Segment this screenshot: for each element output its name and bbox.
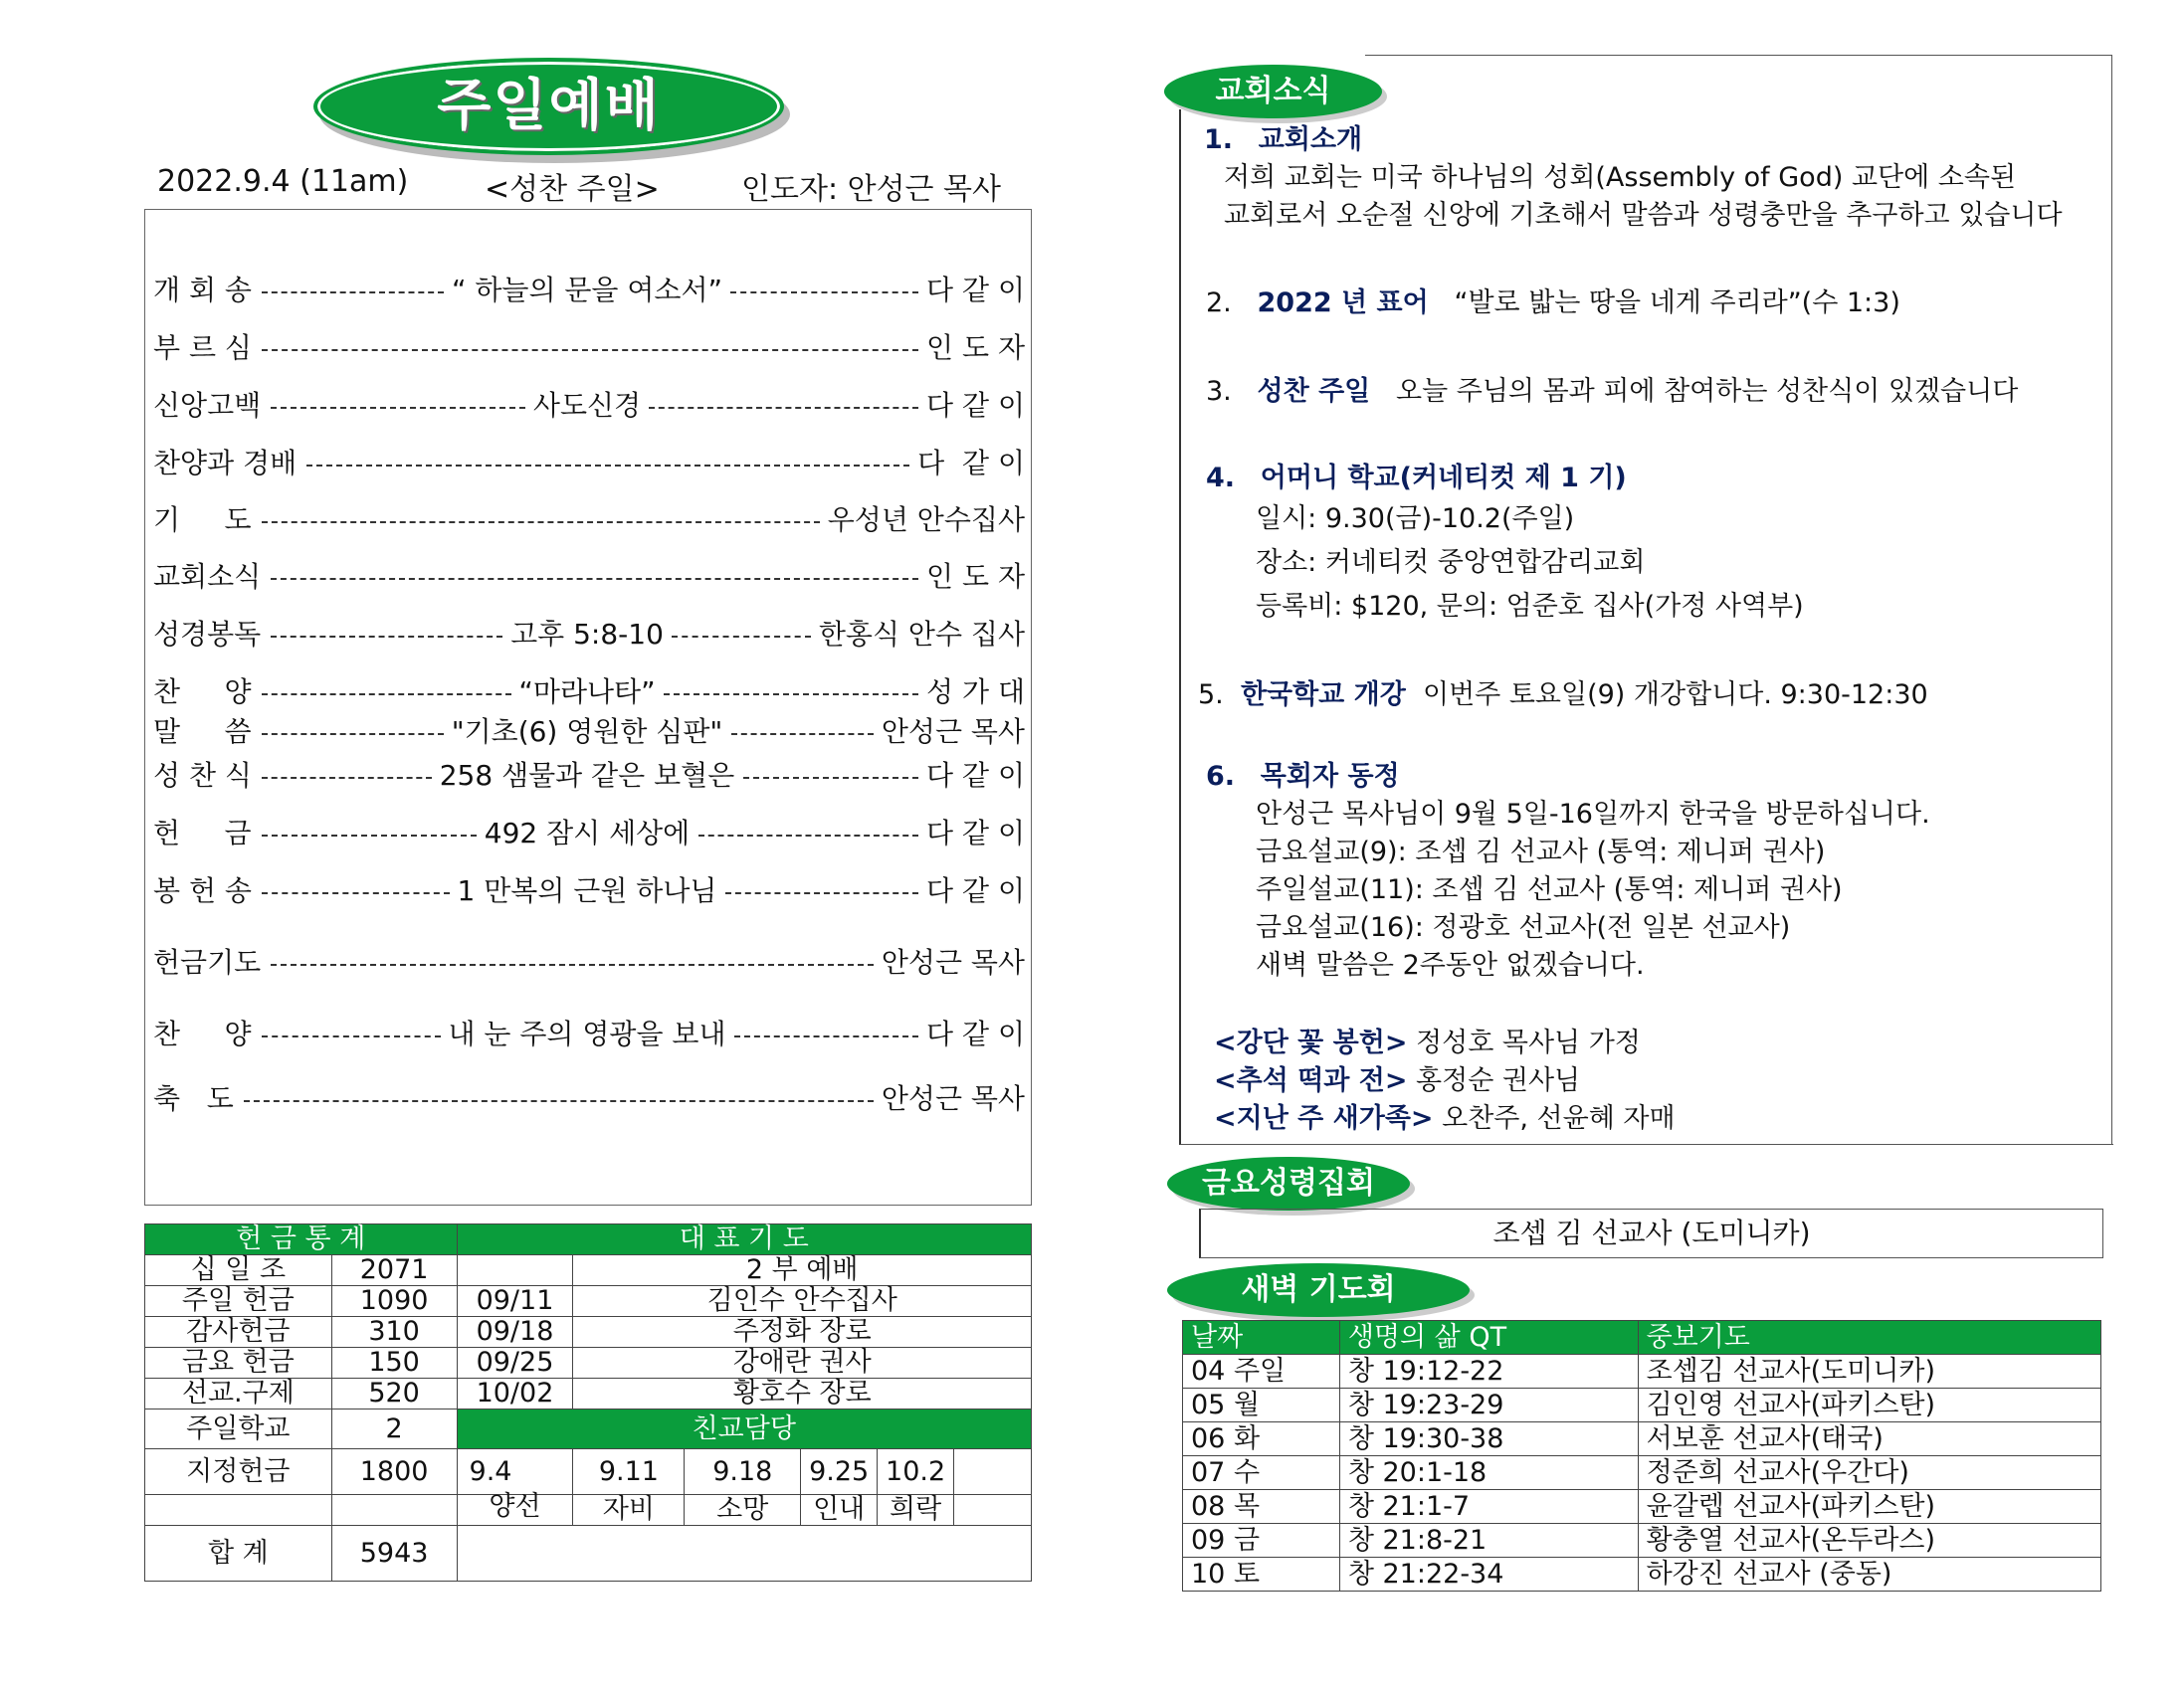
offering-amount: 1090 (331, 1286, 457, 1317)
leader-dashes (262, 892, 450, 894)
leader-dashes (262, 291, 444, 293)
news-line: 금요설교(16): 정광호 선교사(전 일본 선교사) (1256, 912, 1791, 943)
news-text: 오늘 주님의 몸과 피에 참여하는 성찬식이 있겠습니다 (1396, 376, 2019, 407)
order-person: 안성근 목사 (881, 715, 1025, 748)
order-row (149, 712, 1025, 752)
prayer-date: 10/02 (457, 1379, 573, 1409)
leader-dashes (271, 578, 918, 580)
order-row (149, 943, 1025, 983)
order-person: 안성근 목사 (881, 1082, 1025, 1115)
offering-amount: 1800 (331, 1449, 457, 1495)
news-line: 교회로서 오순절 신앙에 기초해서 말씀과 성령충만을 추구하고 있습니다 (1224, 200, 2063, 231)
order-person: 다 같 이 (926, 1018, 1025, 1050)
order-row (149, 557, 1025, 597)
total-label: 합 계 (145, 1526, 332, 1582)
news-line: 금요설교(9): 조셉 김 선교사 (통역: 제니퍼 권사) (1256, 837, 1826, 867)
dawn-day: 04 주일 (1183, 1355, 1340, 1389)
friday-speaker: 조셉 김 선교사 (도미니카) (1199, 1209, 2103, 1258)
leader-dashes (698, 835, 919, 837)
news-line: 일시: 9.30(금)-10.2(주일) (1256, 503, 1575, 534)
leader-dashes (271, 407, 525, 409)
news-text: “발로 밟는 땅을 네게 주리라”(수 1:3) (1454, 287, 1900, 318)
fellowship-group: 자비 (573, 1495, 685, 1526)
order-row (149, 444, 1025, 483)
order-row (149, 500, 1025, 540)
news-num: 2. (1206, 287, 1232, 318)
leader-dashes (664, 693, 919, 695)
leader-dashes (743, 777, 919, 779)
order-row (149, 328, 1025, 368)
order-label: 개 회 송 (153, 274, 252, 306)
dawn-qt: 창 19:23-29 (1339, 1389, 1638, 1422)
news-notes (1214, 1025, 2089, 1138)
dawn-day: 07 수 (1183, 1456, 1340, 1490)
news-line: 주일설교(11): 조셉 김 선교사 (통역: 제니퍼 권사) (1256, 874, 1843, 905)
news-line: 새벽 말씀은 2주동안 없겠습니다. (1256, 950, 1645, 981)
offering-amount: 310 (331, 1317, 457, 1348)
offering-header: 헌 금 통 계 (145, 1224, 458, 1255)
fellowship-group: 인내 (801, 1495, 878, 1526)
news-title-pill (1164, 65, 1382, 118)
service-leader: 인도자: 안성근 목사 (741, 172, 1002, 207)
dawn-day: 08 목 (1183, 1490, 1340, 1524)
prayer-service: 2 부 예배 (573, 1255, 1032, 1286)
prayer-name: 김인수 안수집사 (573, 1286, 1032, 1317)
fellowship-empty (954, 1495, 1032, 1526)
dawn-intercession: 윤갈렙 선교사(파키스탄) (1638, 1490, 2100, 1524)
dawn-intercession: 김인영 선교사(파키스탄) (1638, 1389, 2100, 1422)
dawn-intercession: 하강진 선교사 (중동) (1638, 1558, 2100, 1592)
leader-dashes (262, 349, 918, 351)
order-row (149, 1079, 1025, 1119)
service-theme: <성찬 주일> (485, 172, 660, 207)
news-num: 5. (1198, 679, 1224, 710)
offering-name: 십 일 조 (145, 1255, 332, 1286)
fellowship-date: 9.25 (801, 1449, 878, 1495)
note-text: 오찬주, 선윤혜 자매 (1433, 1103, 1676, 1134)
dawn-day: 06 화 (1183, 1422, 1340, 1456)
news-head: 목회자 동정 (1260, 761, 1400, 792)
order-label: 봉 헌 송 (153, 874, 252, 907)
note-head: <추석 떡과 전> (1214, 1065, 1408, 1096)
dawn-title-pill (1167, 1263, 1470, 1317)
order-row (149, 756, 1025, 796)
prayer-date: 09/25 (457, 1348, 573, 1379)
order-label: 헌금기도 (153, 946, 262, 979)
offering-name: 선교.구제 (145, 1379, 332, 1409)
note-head: <강단 꽃 봉헌> (1214, 1028, 1408, 1058)
news-item-1 (1204, 121, 2099, 235)
news-line: 장소: 커네티컷 중앙연합감리교회 (1256, 547, 1646, 578)
news-line: 등록비: $120, 문의: 엄준호 집사(가정 사역부) (1256, 591, 1804, 622)
order-row (149, 615, 1025, 655)
leader-dashes (262, 835, 477, 837)
order-item: 258 샘물과 같은 보혈은 (439, 759, 735, 792)
page-title: 주일예배 (437, 74, 661, 138)
leader-dashes (262, 693, 511, 695)
dawn-qt: 창 21:22-34 (1339, 1558, 1638, 1592)
prayer-header: 대 표 기 도 (457, 1224, 1031, 1255)
order-person: 우성년 안수집사 (827, 503, 1025, 536)
total-empty (457, 1526, 1031, 1582)
dawn-title: 새벽 기도회 (1241, 1272, 1396, 1307)
prayer-name: 강애란 권사 (573, 1348, 1032, 1379)
fellowship-header: 친교담당 (457, 1409, 1031, 1449)
dawn-intercession: 조셉김 선교사(도미니카) (1638, 1355, 2100, 1389)
dawn-header: 생명의 삶 QT (1339, 1321, 1638, 1355)
leader-dashes (731, 733, 875, 735)
news-num: 3. (1206, 376, 1232, 407)
fellowship-date: 9.18 (685, 1449, 801, 1495)
offering-name: 주일학교 (145, 1409, 332, 1449)
offering-amount: 2071 (331, 1255, 457, 1286)
leader-dashes (734, 1035, 919, 1037)
dawn-intercession: 서보훈 선교사(태국) (1638, 1422, 2100, 1456)
main-title-banner (313, 58, 784, 155)
order-item: “마라나타” (518, 675, 656, 708)
service-date: 2022.9.4 (11am) (157, 164, 409, 199)
order-label: 헌 금 (153, 817, 252, 849)
order-person: 다 같 이 (926, 274, 1025, 306)
order-label: 찬양과 경배 (153, 447, 298, 479)
dawn-qt: 창 19:12-22 (1339, 1355, 1638, 1389)
order-item: “ 하늘의 문을 여소서” (451, 274, 723, 306)
friday-title-pill (1167, 1157, 1410, 1211)
dawn-day: 10 토 (1183, 1558, 1340, 1592)
fellowship-group: 양선 (457, 1495, 573, 1526)
dawn-table (1182, 1320, 2101, 1592)
news-item-4 (1206, 460, 2101, 629)
leader-dashes (271, 964, 874, 966)
offering-name: 감사헌금 (145, 1317, 332, 1348)
order-label: 찬 양 (153, 1018, 252, 1050)
note-text: 홍정순 권사님 (1407, 1065, 1581, 1096)
news-num: 6. (1206, 761, 1236, 792)
news-num: 4. (1206, 463, 1236, 493)
order-label: 성경봉독 (153, 618, 262, 651)
leader-dashes (271, 636, 502, 638)
prayer-date (457, 1255, 573, 1286)
dawn-day: 05 월 (1183, 1389, 1340, 1422)
news-num: 1. (1204, 124, 1234, 155)
offering-amount: 520 (331, 1379, 457, 1409)
news-item-3 (1206, 373, 2101, 411)
order-label: 성 찬 식 (153, 759, 252, 792)
dawn-qt: 창 21:8-21 (1339, 1524, 1638, 1558)
order-label: 말 씀 (153, 715, 252, 748)
prayer-date: 09/11 (457, 1286, 573, 1317)
order-row (149, 672, 1025, 712)
order-person: 한홍식 안수 집사 (818, 618, 1025, 651)
order-row (149, 871, 1025, 911)
offering-amount: 150 (331, 1348, 457, 1379)
dawn-intercession: 황충열 선교사(온두라스) (1638, 1524, 2100, 1558)
offering-empty (331, 1495, 457, 1526)
leader-dashes (262, 733, 444, 735)
order-label: 축 도 (153, 1082, 234, 1115)
note-text: 정성호 목사님 가정 (1407, 1028, 1641, 1058)
leader-dashes (262, 777, 432, 779)
news-text: 이번주 토요일(9) 개강합니다. 9:30-12:30 (1423, 679, 1928, 710)
order-person: 다 같 이 (926, 874, 1025, 907)
order-label: 교회소식 (153, 560, 262, 593)
prayer-date: 09/18 (457, 1317, 573, 1348)
order-person: 다 같 이 (926, 389, 1025, 422)
order-label: 찬 양 (153, 675, 252, 708)
order-person: 다 같 이 (926, 817, 1025, 849)
order-row (149, 271, 1025, 310)
news-item-5 (1198, 676, 2093, 714)
order-person: 인 도 자 (926, 331, 1025, 364)
offering-empty (145, 1495, 332, 1526)
dawn-header: 날짜 (1183, 1321, 1340, 1355)
order-person: 성 가 대 (926, 675, 1025, 708)
order-row (149, 814, 1025, 853)
news-head: 어머니 학교(커네티컷 제 1 기) (1260, 463, 1627, 493)
offering-name: 지정헌금 (145, 1449, 332, 1495)
prayer-name: 주정화 장로 (573, 1317, 1032, 1348)
news-head: 교회소개 (1258, 124, 1363, 155)
news-line: 저희 교회는 미국 하나님의 성회(Assembly of God) 교단에 소속된 (1224, 162, 2017, 193)
order-item: 1 만복의 근원 하나님 (457, 874, 717, 907)
news-item-6 (1206, 758, 2101, 985)
offering-name: 주일 헌금 (145, 1286, 332, 1317)
prayer-name: 황호수 장로 (573, 1379, 1032, 1409)
leader-dashes (672, 636, 811, 638)
offering-name: 금요 헌금 (145, 1348, 332, 1379)
order-person: 안성근 목사 (881, 946, 1025, 979)
order-label: 기 도 (153, 503, 252, 536)
fellowship-group: 소망 (685, 1495, 801, 1526)
dawn-intercession: 정준희 선교사(우간다) (1638, 1456, 2100, 1490)
fellowship-date: 9.4 (457, 1449, 573, 1495)
order-item: 492 잠시 세상에 (484, 817, 691, 849)
order-person: 인 도 자 (926, 560, 1025, 593)
order-person: 다 같 이 (917, 447, 1025, 479)
order-person: 다 같 이 (926, 759, 1025, 792)
leader-dashes (244, 1100, 874, 1102)
dawn-qt: 창 21:1-7 (1339, 1490, 1638, 1524)
news-line: 안성근 목사님이 9월 5일-16일까지 한국을 방문하십니다. (1256, 799, 1930, 830)
order-row (149, 1015, 1025, 1054)
order-item: 사도신경 (532, 389, 642, 422)
leader-dashes (306, 465, 909, 467)
dawn-header: 중보기도 (1638, 1321, 2100, 1355)
fellowship-date: 10.2 (878, 1449, 954, 1495)
leader-dashes (262, 1035, 441, 1037)
leader-dashes (262, 521, 820, 523)
order-label: 부 르 심 (153, 331, 252, 364)
fellowship-group: 희락 (878, 1495, 954, 1526)
note-head: <지난 주 새가족> (1214, 1103, 1434, 1134)
leader-dashes (725, 892, 919, 894)
leader-dashes (649, 407, 918, 409)
offering-amount: 2 (331, 1409, 457, 1449)
news-title: 교회소식 (1215, 74, 1331, 108)
order-label: 신앙고백 (153, 389, 262, 422)
leader-dashes (730, 291, 918, 293)
fellowship-date: 9.11 (573, 1449, 685, 1495)
fellowship-empty (954, 1449, 1032, 1495)
friday-title: 금요성령집회 (1202, 1166, 1375, 1201)
news-head: 성찬 주일 (1257, 376, 1371, 407)
dawn-qt: 창 19:30-38 (1339, 1422, 1638, 1456)
dawn-qt: 창 20:1-18 (1339, 1456, 1638, 1490)
order-row (149, 386, 1025, 426)
order-item: "기초(6) 영원한 심판" (451, 715, 723, 748)
news-item-2 (1206, 284, 2101, 322)
order-item: 내 눈 주의 영광을 보내 (448, 1018, 726, 1050)
order-item: 고후 5:8-10 (510, 618, 664, 651)
news-head: 한국학교 개강 (1240, 679, 1406, 710)
dawn-day: 09 금 (1183, 1524, 1340, 1558)
offering-table (144, 1223, 1032, 1582)
news-head: 2022 년 표어 (1257, 287, 1429, 318)
total-amount: 5943 (331, 1526, 457, 1582)
